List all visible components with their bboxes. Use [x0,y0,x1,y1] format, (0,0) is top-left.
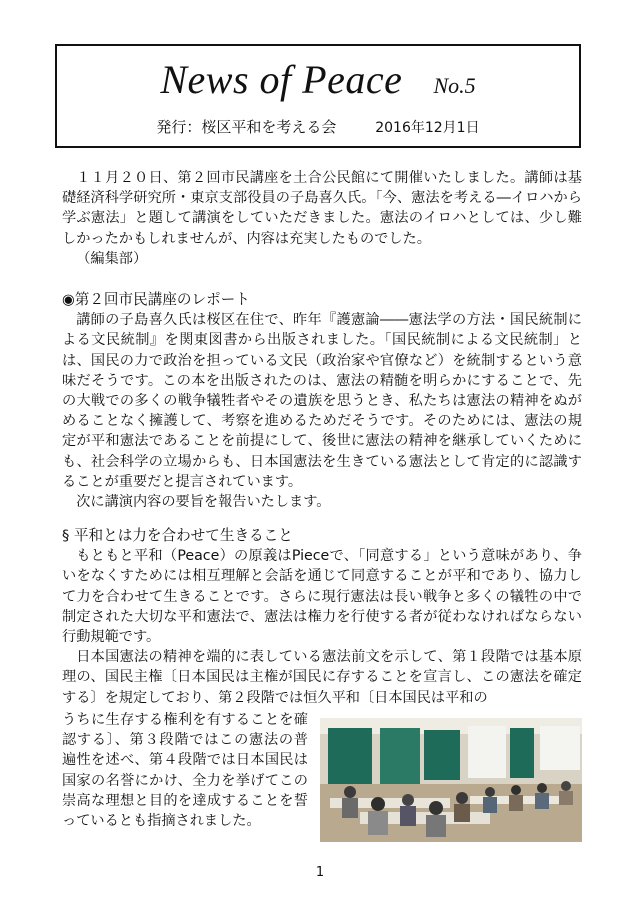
section-heading-peace: § 平和とは力を合わせて生きること [62,527,293,544]
issue-number: No.5 [433,73,476,98]
section-heading-report: ◉第２回市民講座のレポート [62,291,250,308]
publisher-row [57,116,579,137]
peace-paragraph-1: もともと平和（Peace）の原義はPieceで、「同意する」という意味があり、争いをなくすためには相互理解と会話を通じて同意することが平和であり、協力して力を合わせて生きることです。さらに現行憲法は長い戦争と多くの犠牲の中で制定された大切な平和憲法で、憲法は権力を行使する者が従わなければならない行動規範です。 [62,548,583,646]
report-paragraph-2: 次に講演内容の要旨を報告いたします。 [76,494,331,511]
intro-signature: （編集部） [76,250,148,267]
lecture-photo [320,718,582,842]
peace-paragraph-2: 日本国憲法の精神を端的に表している憲法前文を示して、第１段階では基本原理の、国民主権〔日本国民は主権が国民に存することを宣言し、この憲法を確定する〕を規定しており、第２段階では恒久平和〔日本国民は平和の [62,649,582,706]
intro-paragraph: １１月２０日、第２回市民講座を土合公民館にて開催いたしました。講師は基礎経済科学研究所・東京支部役員の子島喜久氏。「今、憲法を考える―イロハから学ぶ憲法」と題して講演をしていただきました。憲法のイロハとしては、少し難しかったかもしれませんが、内容は充実したものでした。 [62,170,582,247]
lecture-room-image [320,718,582,842]
intro-block [62,168,582,269]
peace-paragraph-2-continued: うちに生存する権利を有することを確認する〕、第３段階ではこの憲法の普遍性を述べ、第４段階では日本国民は国家の名誉にかけ、全力を挙げてこの崇高な理想と目的を達成することを誓っているとも指摘されました。 [62,712,308,830]
publisher: 発行：桜区平和を考える会 [156,118,337,136]
publish-date: 2016年12月1日 [375,120,480,136]
section-peace [62,526,582,708]
section-report [62,290,582,512]
photo-area [62,710,582,860]
title-row [57,56,579,103]
report-paragraph-1: 講師の子島喜久氏は桜区在住で、昨年『護憲論――憲法学の方法・国民統制による文民統制』を関東図書から出版されました。「国民統制による文民統制」とは、国民の力で政治を担っている文民（政治家や官僚など）を統制するという意味だそうです。この本を出版されたのは、憲法の精髄を明らかにすることで、先の大戦での多くの戦争犠牲者やその遺族を思うとき、私たちは憲法の精神をぬがめることなく擁護して、考察を進めるためだそうです。そのためには、憲法の規定が平和憲法であることを前提にして、後世に憲法の精神を継承していくためにも、社会科学の立場からも、日本国憲法を生きている憲法として肯定的に認識することが重要だと提言されています。 [62,312,582,490]
masthead [55,44,581,148]
newsletter-title: News of Peace [160,57,403,102]
page-number: 1 [315,865,325,880]
